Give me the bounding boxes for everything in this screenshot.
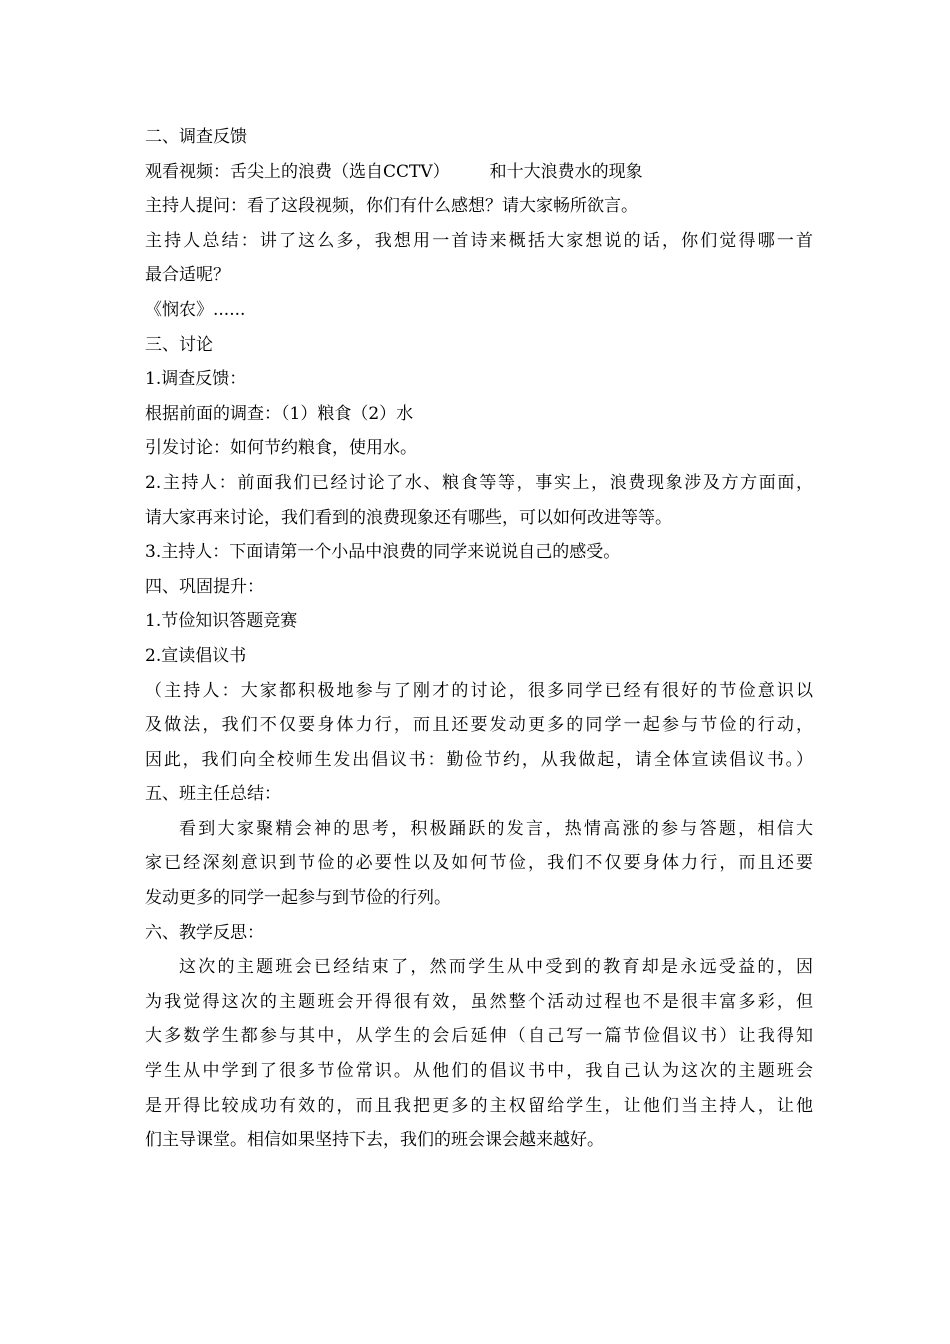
paragraph-line: 们主导课堂。相信如果坚持下去，我们的班会课会越来越好。 <box>145 1130 604 1151</box>
paragraph-line: 因此，我们向全校师生发出倡议书：勤俭节约，从我做起，请全体宣读倡议书。） <box>145 749 813 770</box>
paragraph-line: 是开得比较成功有效的，而且我把更多的主权留给学生，让他们当主持人，让他 <box>145 1095 813 1116</box>
paragraph-line: 2.主持人：前面我们已经讨论了水、粮食等等，事实上，浪费现象涉及方方面面， <box>145 472 813 493</box>
paragraph-line: 看到大家聚精会神的思考，积极踊跃的发言，热情高涨的参与答题，相信大 <box>179 818 813 839</box>
video-line-part-1: 观看视频：舌尖上的浪费（选自CCTV） <box>145 161 450 182</box>
paragraph-line <box>145 155 813 190</box>
paragraph-line: 家已经深刻意识到节俭的必要性以及如何节俭，我们不仅要身体力行，而且还要 <box>145 853 813 874</box>
paragraph-line: 大多数学生都参与其中，从学生的会后延伸（自己写一篇节俭倡议书）让我得知 <box>145 1026 813 1047</box>
section-heading-teacher-summary: 五、班主任总结： <box>145 784 281 805</box>
video-line-part-2: 和十大浪费水的现象 <box>489 161 643 182</box>
section-heading-discussion: 三、讨论 <box>145 334 213 355</box>
paragraph-line: 1.节俭知识答题竞赛 <box>145 611 298 632</box>
paragraph-line: 请大家再来讨论，我们看到的浪费现象还有哪些，可以如何改进等等。 <box>145 507 672 528</box>
document-body <box>145 120 813 1158</box>
paragraph-line: 最合适呢？ <box>145 265 230 286</box>
paragraph-line: （主持人：大家都积极地参与了刚才的讨论，很多同学已经有很好的节俭意识以 <box>145 680 813 701</box>
paragraph-line: 1.调查反馈： <box>145 369 247 390</box>
paragraph-line: 主持人总结：讲了这么多，我想用一首诗来概括大家想说的话，你们觉得哪一首 <box>145 230 813 251</box>
paragraph-line: 为我觉得这次的主题班会开得很有效，虽然整个活动过程也不是很丰富多彩，但 <box>145 991 813 1012</box>
paragraph-line: 根据前面的调查：（1）粮食（2）水 <box>145 403 414 424</box>
paragraph-line: 学生从中学到了很多节俭常识。从他们的倡议书中，我自己认为这次的主题班会 <box>145 1061 813 1082</box>
paragraph-line: 及做法，我们不仅要身体力行，而且还要发动更多的同学一起参与节俭的行动， <box>145 715 813 736</box>
section-heading-consolidation: 四、巩固提升： <box>145 576 264 597</box>
paragraph-line: 主持人提问：看了这段视频，你们有什么感想？请大家畅所欲言。 <box>145 196 638 217</box>
paragraph-line: 这次的主题班会已经结束了，然而学生从中受到的教育却是永远受益的，因 <box>179 957 813 978</box>
paragraph-line: 《悯农》...... <box>145 299 246 320</box>
paragraph-line: 3.主持人：下面请第一个小品中浪费的同学来说说自己的感受。 <box>145 542 621 563</box>
paragraph-line: 引发讨论：如何节约粮食，使用水。 <box>145 438 417 459</box>
section-heading-survey-feedback: 二、调查反馈 <box>145 127 247 147</box>
paragraph-line: 2.宣读倡议书 <box>145 645 247 666</box>
section-heading-teaching-reflection: 六、教学反思： <box>145 922 264 943</box>
paragraph-line: 发动更多的同学一起参与到节俭的行列。 <box>145 888 451 909</box>
